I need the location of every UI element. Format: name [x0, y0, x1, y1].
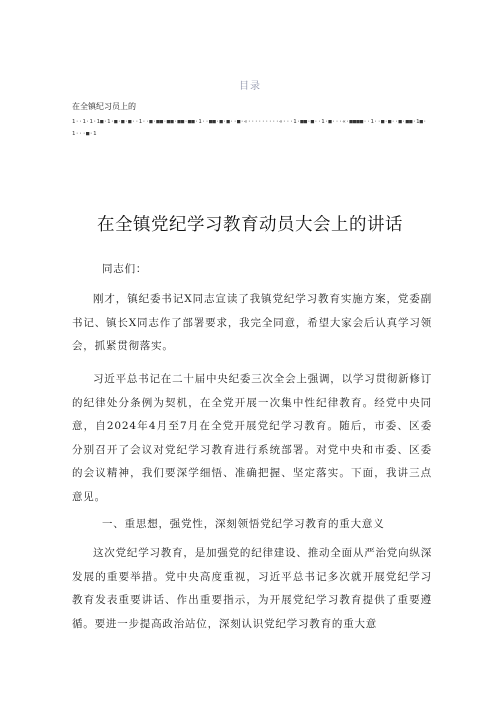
- paragraph-1: 刚才，镇纪委书记X同志宣读了我镇党纪学习教育实施方案，党委副书记、镇长X同志作了部署要求，我完全同意，希望大家会后认真学习领会，抓紧贯彻落实。: [72, 293, 432, 352]
- salutation: 同志们：: [102, 263, 148, 275]
- paragraph-2: 习近平总书记在二十届中央纪委三次全会上强调，以学习贯彻新修订的纪律处分条例为契机，在全党开展一次集中性纪律教育。经党中央同意，自2024年4月至7月在全党开展党纪学习教育。随后，市委、区委分别召开了会议对党纪学习教育进行系统部署。对党中央和市委、区委的会议精神，我们要深学细悟、准确把握、坚定落实。下面，我讲三点意见。: [72, 373, 432, 503]
- document-title: 在全镇党纪学习教育动员大会上的讲话: [97, 215, 403, 235]
- section-heading-1: 一、重思想，强党性，深刻领悟党纪学习教育的重大意义: [102, 518, 385, 530]
- paragraph-3: 这次党纪学习教育，是加强党的纪律建设、推动全面从严治党向纵深发展的重要举措。党中央高度重视，习近平总书记多次就开展党纪学习教育发表重要讲话、作出重要指示，为开展党纪学习教育提供了重要遵循。要进一步提高政治站位，深刻认识党纪学习教育的重大意: [72, 547, 432, 630]
- toc-leader: 1··1·1·1■·1·■·■·■··1··■·■■·■■·■■·■■·1··■■·■·■··■·«·········«···1·■■·■··1·■···«·■■■■··1··■·■··■·■■·1■·1···■·1: [72, 119, 427, 137]
- toc-title: 目录: [239, 81, 261, 92]
- toc-entry[interactable]: 在全镇纪习员上的: [72, 102, 136, 111]
